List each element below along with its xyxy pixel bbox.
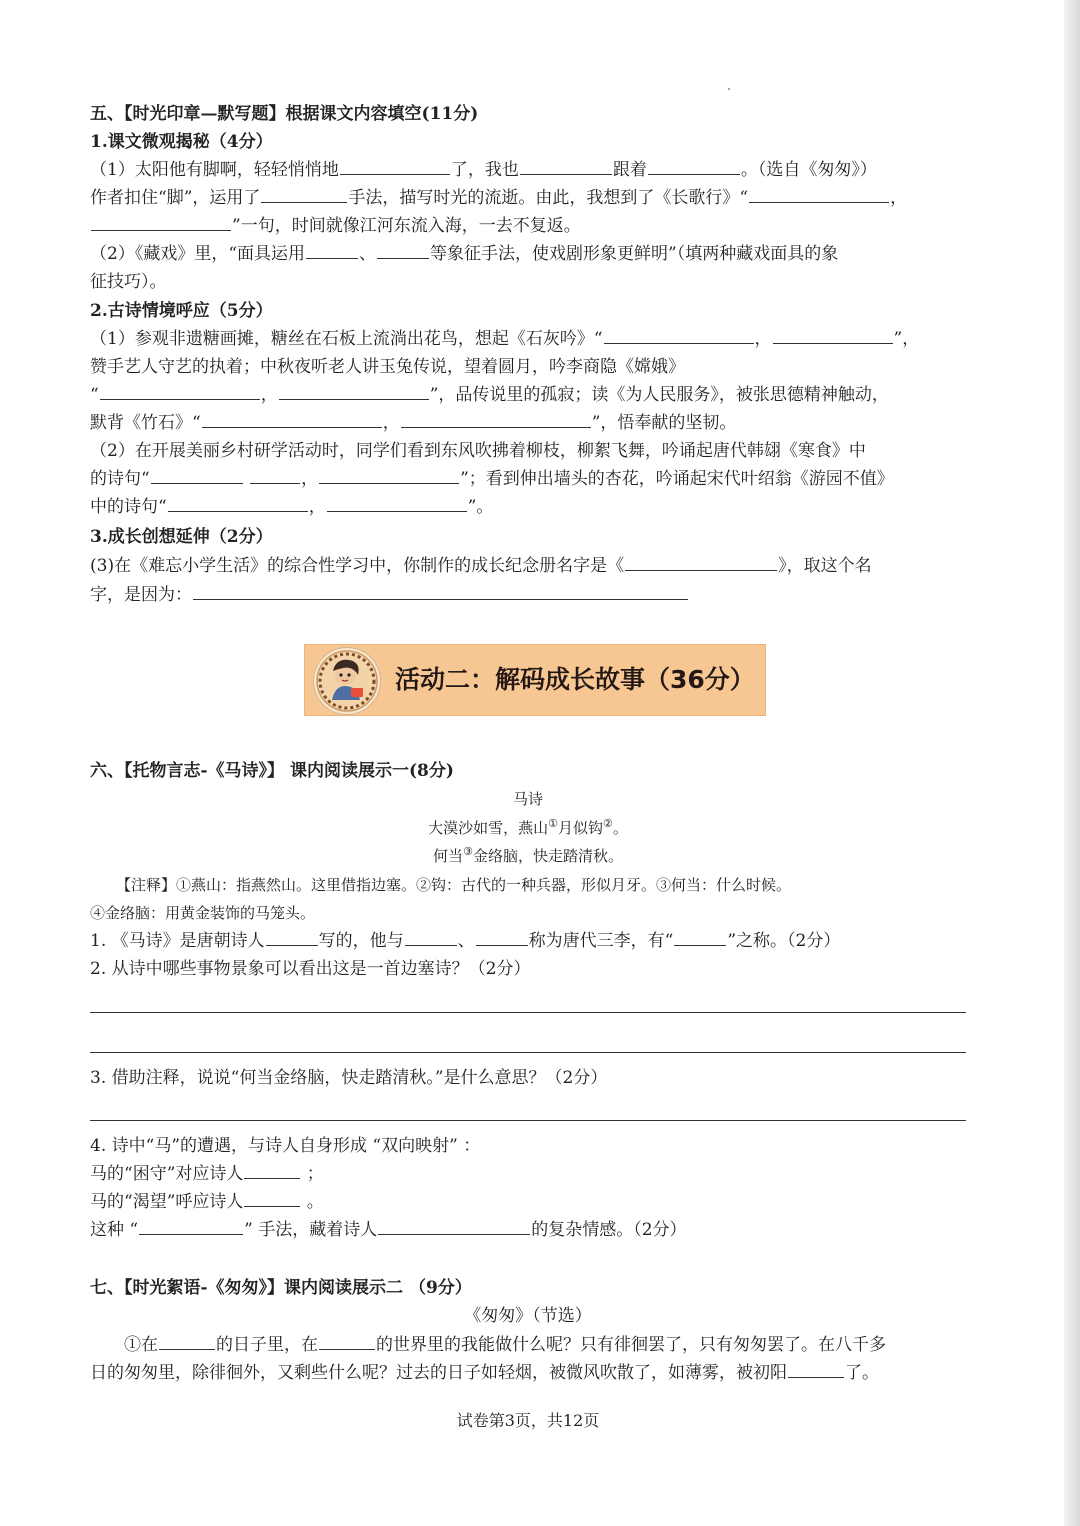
answer-blank[interactable] — [139, 1216, 243, 1235]
answer-blank[interactable] — [476, 927, 528, 946]
excerpt-line-2: 日的匆匆里，除徘徊外，又剩些什么呢？过去的日子如轻烟，被微风吹散了，如薄雾，被初阳 了。 — [90, 1359, 879, 1387]
excerpt-title: 《匆匆》（节选） — [464, 1306, 592, 1326]
page-edge-shadow — [1064, 0, 1080, 1526]
poem-notes-2: ④金络脑：用黄金装饰的马笼头。 — [90, 904, 316, 922]
q2-1-line1: （1）参观非遗糖画摊，糖丝在石板上流淌出花鸟，想起《石灰吟》“ ， ”， — [90, 325, 919, 353]
answer-blank[interactable] — [520, 156, 612, 175]
answer-blank[interactable] — [193, 581, 688, 600]
q1-1-line1: （1）太阳他有脚啊，轻轻悄悄地 了，我也 跟着 。（选自《匆匆》） — [90, 156, 877, 184]
q1-1-line3: ”一句，时间就像江河东流入海，一去不复返。 — [90, 212, 581, 240]
q1-1-line2: 作者扣住“脚”，运用了 手法，描写时光的流逝。由此，我想到了《长歌行》“ ， — [90, 184, 907, 212]
answer-blank[interactable] — [244, 1188, 300, 1207]
answer-blank[interactable] — [377, 240, 429, 259]
q1-title: 1.课文微观揭秘（4分） — [90, 132, 273, 152]
s6-q4-item-b: 马的“渴望”呼应诗人 。 — [90, 1188, 324, 1216]
s6-question-2: 2. 从诗中哪些事物景象可以看出这是一首边塞诗？（2分） — [90, 959, 531, 979]
answer-blank[interactable] — [266, 927, 318, 946]
section5-heading: 五、【时光印章—默写题】根据课文内容填空(11分) — [90, 104, 479, 124]
excerpt-line-1: ①在 的日子里，在 的世界里的我能做什么呢？只有徘徊罢了，只有匆匆罢了。在八千多 — [124, 1331, 886, 1359]
answer-line[interactable] — [90, 1012, 966, 1013]
activity-title: 活动二：解码成长故事（36分） — [395, 665, 755, 694]
q2-1-line4: 默背《竹石》“ ， ”，悟奉献的坚韧。 — [90, 409, 736, 437]
answer-line[interactable] — [90, 1052, 966, 1053]
section7-heading: 七、【时光絮语-《匆匆》】课内阅读展示二 （9分） — [90, 1278, 472, 1298]
answer-blank[interactable] — [773, 325, 893, 344]
q1-2-line2: 征技巧）。 — [90, 272, 167, 292]
q2-2-line2: 的诗句“ ， ”；看到伸出墙头的杏花，吟诵起宋代叶绍翁《游园不值》 — [90, 465, 894, 493]
answer-blank[interactable] — [648, 156, 740, 175]
poem-line-2: 何当③金络脑，快走踏清秋。 — [433, 845, 623, 865]
page-footer: 试卷第3页，共12页 — [456, 1411, 600, 1430]
poem-notes-1: 【注释】①燕山：指燕然山。这里借指边塞。②钩：古代的一种兵器，形似月牙。③何当：什么时候。 — [116, 876, 792, 894]
q2-1-line3: “ ， ”，品传说里的孤寂；读《为人民服务》，被张思德精神触动， — [90, 381, 889, 409]
answer-blank[interactable] — [244, 1160, 300, 1179]
growth-mascot-icon — [313, 647, 381, 715]
q2-2-line1: （2）在开展美丽乡村研学活动时，同学们看到东风吹拂着柳枝，柳絮飞舞，吟诵起唐代韩翃《寒食》中 — [90, 441, 866, 461]
answer-blank[interactable] — [159, 1331, 215, 1350]
answer-line[interactable] — [90, 1120, 966, 1121]
activity-banner — [304, 644, 766, 716]
s6-question-4: 4. 诗中“马”的遭遇，与诗人自身形成 “双向映射” ： — [90, 1136, 481, 1156]
poem-line-1: 大漠沙如雪，燕山①月似钩②。 — [428, 817, 628, 837]
answer-blank[interactable] — [279, 381, 429, 400]
answer-blank[interactable] — [749, 184, 889, 203]
answer-blank[interactable] — [340, 156, 450, 175]
answer-blank[interactable] — [306, 240, 358, 259]
answer-blank[interactable] — [202, 409, 382, 428]
q3-line1: (3)在《难忘小学生活》的综合性学习中，你制作的成长纪念册名字是《 》，取这个名 — [90, 552, 872, 580]
answer-blank[interactable] — [625, 552, 777, 571]
answer-blank[interactable] — [604, 325, 754, 344]
answer-blank[interactable] — [151, 465, 243, 484]
answer-blank[interactable] — [250, 465, 300, 484]
answer-blank[interactable] — [319, 465, 459, 484]
s6-question-1: 1. 《马诗》是唐朝诗人 写的，他与 、 称为唐代三李，有“ ”之称。（2分） — [90, 927, 840, 955]
q2-1-line2: 赞手艺人守艺的执着；中秋夜听老人讲玉兔传说，望着圆月，吟李商隐《嫦娥》 — [90, 357, 685, 377]
s6-question-3: 3. 借助注释，说说“何当金络脑，快走踏清秋。”是什么意思？（2分） — [90, 1068, 608, 1088]
poem-title: 马诗 — [512, 790, 543, 808]
q1-2-line1: （2）《藏戏》里，“面具运用 、 等象征手法，使戏剧形象更鲜明”（填两种藏戏面具的象 — [90, 240, 838, 268]
s6-q4-item-a: 马的“困守”对应诗人 ； — [90, 1160, 324, 1188]
answer-blank[interactable] — [405, 927, 457, 946]
answer-blank[interactable] — [261, 184, 347, 203]
answer-blank[interactable] — [378, 1216, 530, 1235]
section6-heading: 六、【托物言志-《马诗》】 课内阅读展示一(8分) — [90, 761, 454, 781]
answer-blank[interactable] — [168, 493, 308, 512]
s6-q4-item-c: 这种 “ ” 手法，藏着诗人 的复杂情感。（2分） — [90, 1216, 687, 1244]
answer-blank[interactable] — [788, 1359, 844, 1378]
answer-blank[interactable] — [91, 212, 231, 231]
answer-blank[interactable] — [319, 1331, 375, 1350]
scan-speck — [728, 88, 730, 90]
answer-blank[interactable] — [100, 381, 260, 400]
q2-title: 2.古诗情境呼应（5分） — [90, 301, 273, 321]
answer-blank[interactable] — [327, 493, 467, 512]
q2-2-line3: 中的诗句“ ， ”。 — [90, 493, 493, 521]
answer-blank[interactable] — [674, 927, 726, 946]
q3-line2: 字，是因为： — [90, 581, 689, 609]
q3-title: 3.成长创想延伸（2分） — [90, 527, 273, 547]
answer-blank[interactable] — [401, 409, 591, 428]
